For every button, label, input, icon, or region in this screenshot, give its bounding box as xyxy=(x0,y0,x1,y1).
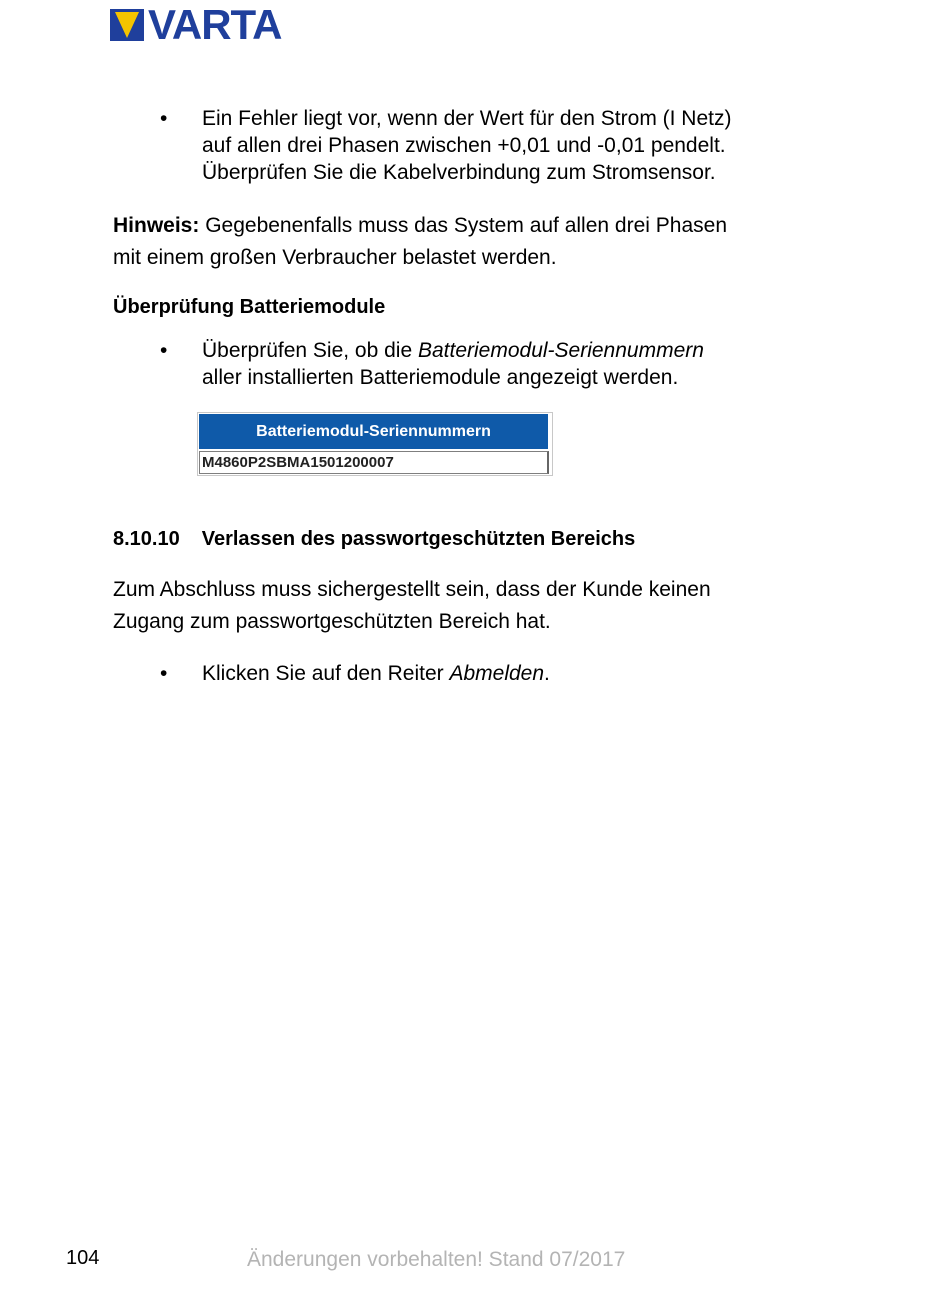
varta-logo xyxy=(110,1,282,48)
section-heading-battery: Überprüfung Batteriemodule xyxy=(113,296,386,318)
section-heading-logout xyxy=(113,528,635,551)
note-paragraph xyxy=(113,210,813,274)
serials-screenshot xyxy=(197,412,553,476)
bullet-line: Überprüfen Sie die Kabelverbindung zum Stromsensor. xyxy=(202,161,716,184)
note-label: Hinweis: xyxy=(113,214,200,237)
paragraph-line: Zugang zum passwortgeschützten Bereich hat. xyxy=(113,610,551,633)
bullet-click-logout: Klicken Sie auf den Reiter Abmelden. xyxy=(202,662,550,685)
bullet-marker: • xyxy=(160,339,168,362)
paragraph-line: Zum Abschluss muss sichergestellt sein, dass der Kunde keinen xyxy=(113,578,711,601)
logo-text: VARTA xyxy=(148,1,282,48)
bullet-marker: • xyxy=(160,662,168,685)
bullet-current-error xyxy=(202,105,822,186)
bullet-check-serials: Überprüfen Sie, ob die Batteriemodul-Seriennummern aller installierten Batteriemodule angezeigt werden. xyxy=(202,337,822,391)
bullet-line: auf allen drei Phasen zwischen +0,01 und -0,01 pendelt. xyxy=(202,134,726,157)
section-number: 8.10.10 xyxy=(113,528,180,550)
varta-logo-icon xyxy=(110,9,144,41)
section-title: Verlassen des passwortgeschützten Bereichs xyxy=(201,528,636,550)
note-text: mit einem großen Verbraucher belastet werden. xyxy=(113,246,557,269)
serials-table-header: Batteriemodul-Seriennummern xyxy=(199,414,548,449)
emphasis-abmelden: Abmelden xyxy=(449,662,545,685)
footer-note: Änderungen vorbehalten! Stand 07/2017 xyxy=(247,1248,626,1271)
note-text: Gegebenenfalls muss das System auf allen drei Phasen xyxy=(199,214,727,237)
serial-number-cell: M4860P2SBMA1501200007 xyxy=(199,451,549,474)
page-number: 104 xyxy=(66,1247,100,1269)
logout-paragraph xyxy=(113,574,813,638)
bullet-marker: • xyxy=(160,107,168,130)
bullet-line: aller installierten Batteriemodule angezeigt werden. xyxy=(202,366,679,389)
emphasis-serials: Batteriemodul-Seriennummern xyxy=(417,339,704,362)
bullet-line: Ein Fehler liegt vor, wenn der Wert für den Strom (I Netz) xyxy=(202,107,732,130)
